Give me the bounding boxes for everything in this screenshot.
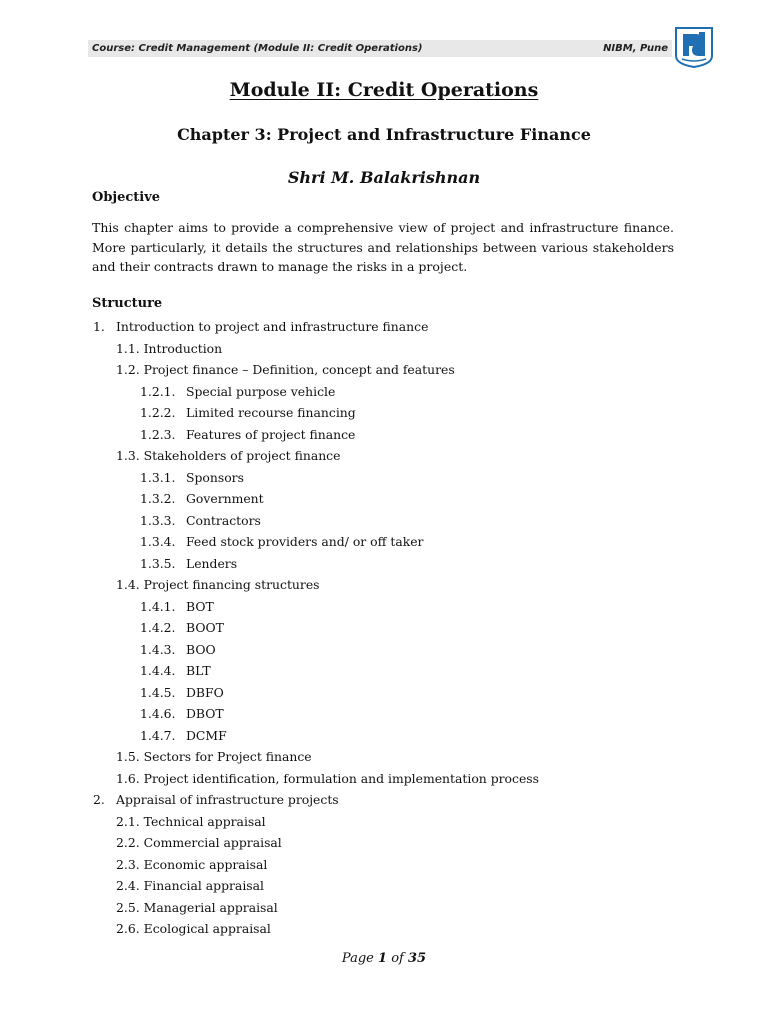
toc-item-text: BOOT <box>186 620 224 635</box>
toc-item-text: Government <box>186 491 264 506</box>
toc-item-text: Technical appraisal <box>143 813 266 829</box>
toc-item-text: Introduction to project and infrastructure finance <box>116 319 429 334</box>
toc-item-text: Special purpose vehicle <box>186 383 336 399</box>
nibm-logo-icon <box>674 26 714 68</box>
toc-item <box>0 875 768 897</box>
toc-item-number: 1.3. <box>116 448 140 463</box>
toc-item-number: 1.3.5. <box>140 555 176 571</box>
toc-item-number: 2.1. <box>116 813 140 829</box>
toc-item <box>0 381 768 403</box>
toc-item <box>0 832 768 854</box>
toc-item <box>0 402 768 424</box>
chapter-title: Chapter 3: Project and Infrastructure Finance <box>177 125 591 144</box>
footer-current-page: 1 <box>378 951 388 966</box>
toc-item <box>0 574 768 596</box>
page-footer <box>0 951 768 966</box>
toc-item-number: 1.1. <box>116 340 140 356</box>
toc-item <box>0 639 768 661</box>
toc-item-text: Features of project finance <box>186 426 356 442</box>
toc-item-number: 1.2.2. <box>140 405 176 420</box>
toc-item <box>0 445 768 467</box>
toc-item <box>0 617 768 639</box>
toc-item-number: 1.4.5. <box>140 684 176 700</box>
toc-item <box>0 660 768 682</box>
toc-item-number: 2.2. <box>116 835 140 850</box>
toc-item <box>0 488 768 510</box>
toc-item-number: 1.6. <box>116 770 140 786</box>
toc-item <box>0 746 768 768</box>
toc-item <box>0 768 768 790</box>
toc-item-text: Appraisal of infrastructure projects <box>116 792 339 807</box>
toc-item-text: DCMF <box>186 727 227 743</box>
toc-item-number: 1.2.1. <box>140 383 176 399</box>
running-header <box>88 40 672 57</box>
toc-item <box>0 789 768 811</box>
toc-item <box>0 682 768 704</box>
structure-heading: Structure <box>92 296 163 311</box>
toc-item-text: BLT <box>186 663 211 678</box>
toc-item <box>0 854 768 876</box>
toc-item <box>0 596 768 618</box>
toc-item-text: Project identification, formulation and implementation process <box>143 770 540 786</box>
toc-item-text: Ecological appraisal <box>143 921 271 936</box>
author-name: Shri M. Balakrishnan <box>287 168 481 187</box>
toc-item-number: 1. <box>93 319 105 334</box>
toc-item-text: Stakeholders of project finance <box>143 448 341 463</box>
toc-item <box>0 553 768 575</box>
toc-item <box>0 316 768 338</box>
toc-item <box>0 531 768 553</box>
toc-item-text: Economic appraisal <box>143 856 268 872</box>
toc-item-text: Project finance – Definition, concept and features <box>143 362 455 377</box>
toc-item-text: Sponsors <box>186 469 244 485</box>
toc-item-text: Feed stock providers and/ or off taker <box>186 534 424 549</box>
toc-item-number: 2.5. <box>116 899 140 915</box>
toc-item <box>0 467 768 489</box>
toc-item-number: 1.5. <box>116 749 140 764</box>
toc-item-number: 1.3.1. <box>140 469 176 485</box>
header-institution-text: NIBM, Pune <box>603 43 668 54</box>
footer-of-word: of <box>391 951 404 966</box>
toc-item-text: Financial appraisal <box>143 878 264 893</box>
toc-item-number: 1.4.7. <box>140 727 176 743</box>
module-title: Module II: Credit Operations <box>229 79 539 101</box>
toc-item-text: BOT <box>186 598 214 614</box>
toc-item-text: Managerial appraisal <box>143 899 278 915</box>
toc-item-number: 1.4.4. <box>140 663 176 678</box>
toc-item <box>0 424 768 446</box>
toc-item <box>0 338 768 360</box>
toc-item-text: Limited recourse financing <box>186 405 356 420</box>
toc-item-number: 1.4.3. <box>140 641 176 657</box>
objective-paragraph: This chapter aims to provide a comprehensive view of project and infrastructure finance. More particularly, it details the structures and relationships between various stakeholders and their contracts drawn to manage the risks in a project. <box>92 220 674 274</box>
toc-item-number: 1.4.1. <box>140 598 176 614</box>
toc-item-number: 2.4. <box>116 878 140 893</box>
toc-item-number: 1.2.3. <box>140 426 176 442</box>
toc-item-text: Commercial appraisal <box>143 835 282 850</box>
toc-item <box>0 811 768 833</box>
toc-item-number: 1.4.2. <box>140 620 176 635</box>
toc-item <box>0 510 768 532</box>
toc-item <box>0 359 768 381</box>
toc-item-number: 2.3. <box>116 856 140 872</box>
toc-item <box>0 897 768 919</box>
toc-item <box>0 725 768 747</box>
toc-item-number: 1.3.3. <box>140 512 176 528</box>
toc-item-text: DBFO <box>186 684 224 700</box>
header-course-text: Course: Credit Management (Module II: Credit Operations) <box>92 43 423 54</box>
toc-item-number: 1.3.4. <box>140 534 176 549</box>
toc-item-number: 2.6. <box>116 921 140 936</box>
toc-item-number: 1.4. <box>116 577 140 592</box>
objective-heading: Objective <box>92 190 161 205</box>
toc-item-text: DBOT <box>186 706 224 721</box>
toc-item-text: Sectors for Project finance <box>143 749 312 764</box>
footer-page-word: Page <box>341 951 374 966</box>
toc-item <box>0 703 768 725</box>
toc-item-text: Lenders <box>186 555 238 571</box>
toc-item <box>0 918 768 940</box>
toc-item-number: 1.4.6. <box>140 706 176 721</box>
toc-item-number: 2. <box>93 792 105 807</box>
table-of-contents <box>0 316 768 940</box>
toc-item-text: Introduction <box>143 340 223 356</box>
toc-item-number: 1.2. <box>116 362 140 377</box>
toc-item-text: Contractors <box>186 512 261 528</box>
toc-item-text: BOO <box>186 641 216 657</box>
toc-item-number: 1.3.2. <box>140 491 176 506</box>
toc-item-text: Project financing structures <box>143 577 320 592</box>
footer-total-pages: 35 <box>407 951 427 966</box>
